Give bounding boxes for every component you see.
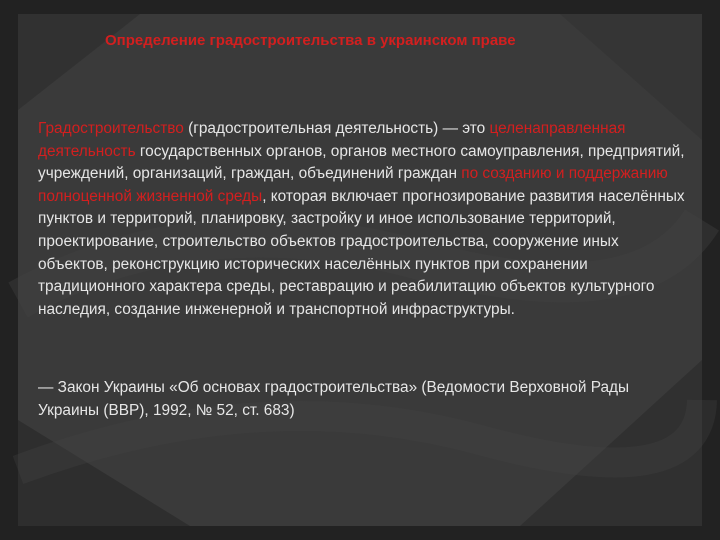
definition-part-3: , которая включает прогнозирование развития населённых пунктов и территорий, планировку, застройку и иное использование территорий, проектирование, строительство объектов градостроительства, сооружение иных объектов, реконструкцию исторических населённых пунктов при сохранении традиционного характера среды, реставрацию и реабилитацию объектов культурного наследия, создание инженерной и транспортной инфраструктуры. (38, 187, 685, 318)
definition-term: Градостроительство (38, 120, 184, 137)
definition-highlight-2: по созданию и поддержанию полноценной жизненной среды (38, 165, 668, 205)
definition-paragraph (38, 118, 690, 321)
slide-title: Определение градостроительства в украинском праве (105, 32, 516, 49)
law-citation: — Закон Украины «Об основах градостроительства» (Ведомости Верховной Рады Украины (ВВР), 1992, № 52, ст. 683) (38, 379, 630, 419)
definition-part-1: (градостроительная деятельность) — это (183, 120, 490, 137)
definition-highlight-1: целенаправленная деятельность (38, 120, 626, 160)
definition-part-2: государственных органов, органов местного самоуправления, предприятий, учреждений, организаций, граждан, объединений граждан (38, 142, 685, 183)
decor-shape-top-left (18, 14, 140, 110)
